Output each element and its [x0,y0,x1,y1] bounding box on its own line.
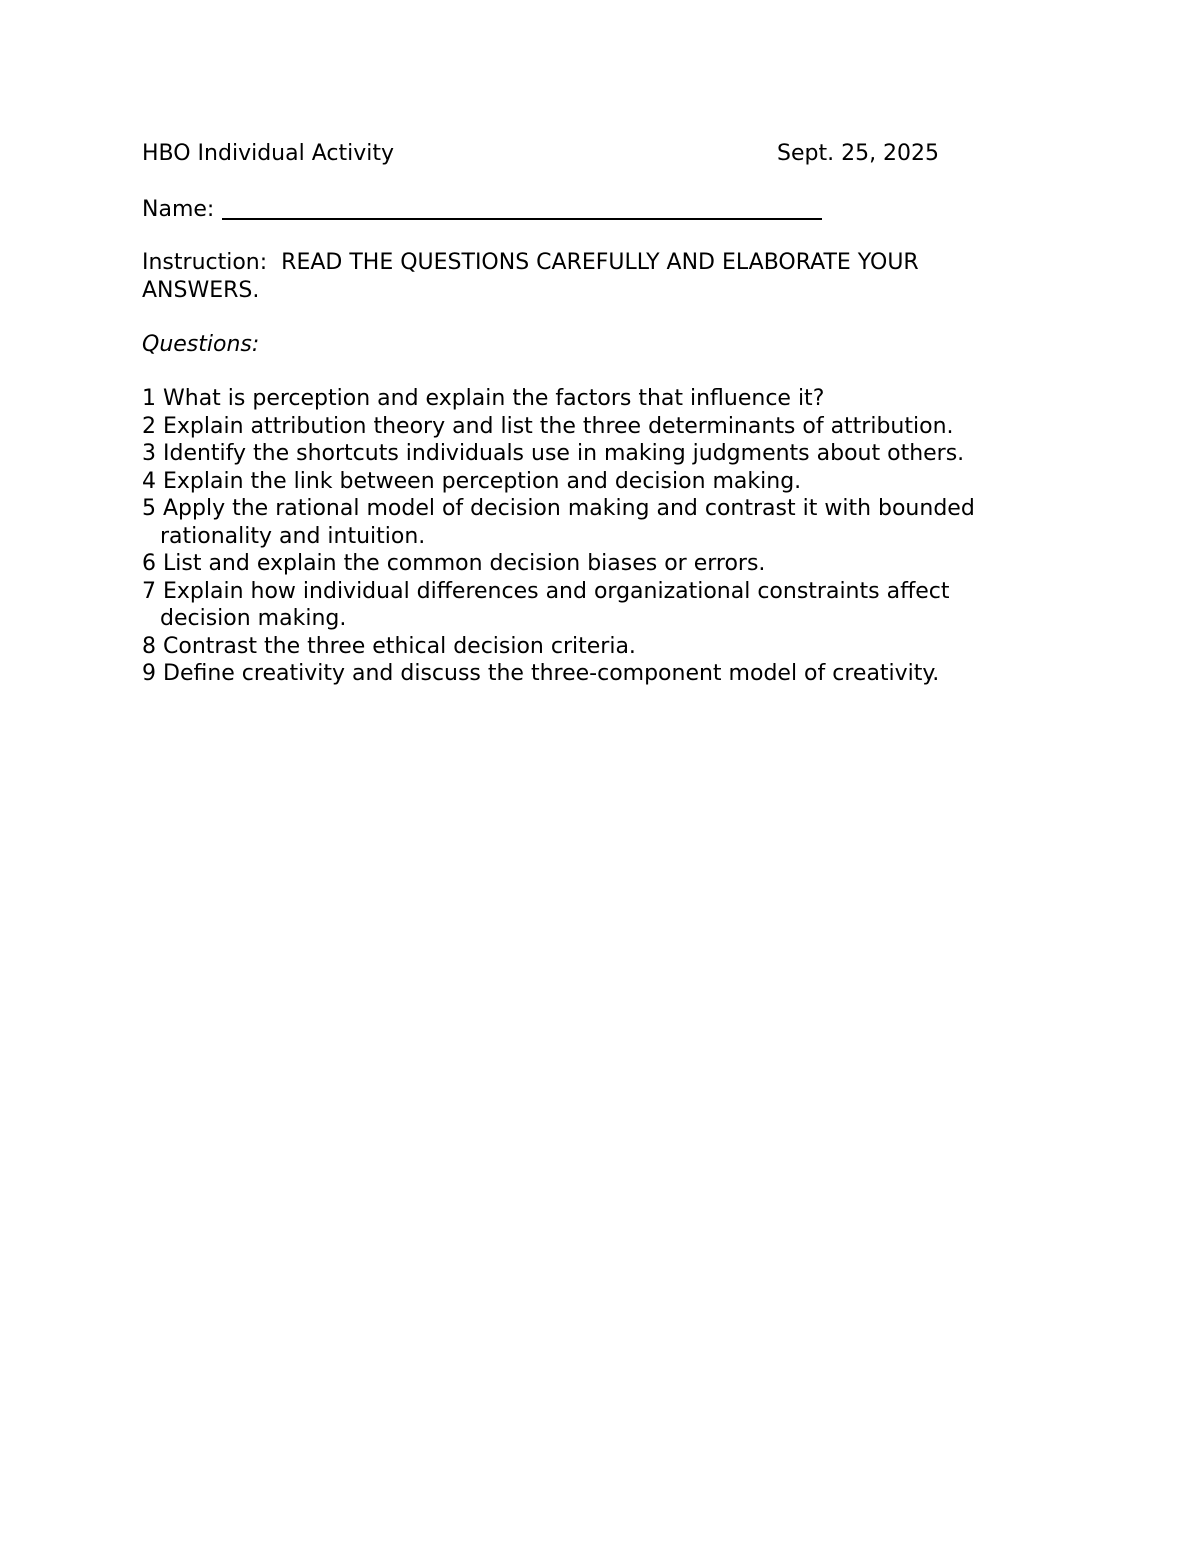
instruction-label: Instruction: [142,250,268,275]
question-item [142,660,1042,688]
instruction-text: READ THE QUESTIONS CAREFULLY AND ELABORATE YOUR ANSWERS. [142,250,919,303]
question-text: Explain the link between perception and decision making. [163,468,802,494]
question-number: 9 [142,661,156,686]
name-blank-line [222,196,822,220]
question-number: 5 [142,496,156,521]
name-row [142,194,1042,224]
question-item [142,385,1042,413]
question-text: List and explain the common decision biases or errors. [163,551,766,576]
question-item [142,633,1042,661]
document-title: HBO Individual Activity [142,141,394,166]
name-label: Name: [142,197,215,222]
question-text: Identify the shortcuts individuals use in making judgments about others. [163,441,965,466]
question-number: 1 [142,386,156,411]
document-date: Sept. 25, 2025 [777,141,940,166]
question-number: 8 [142,633,156,659]
question-number: 7 [142,578,156,604]
question-item [142,413,1042,441]
question-text: What is perception and explain the factors that influence it? [163,386,825,411]
question-number: 6 [142,551,156,576]
question-item [142,468,1042,496]
document-page [142,140,1042,688]
question-text: Explain how individual differences and organizational constraints affect decision making. [160,578,950,631]
question-number: 2 [142,413,156,439]
question-item [142,495,1042,550]
instruction [142,249,1002,305]
question-item [142,578,1042,633]
question-number: 4 [142,468,156,494]
question-text: Apply the rational model of decision making and contrast it with bounded rationality and intuition. [160,496,975,549]
questions-heading: Questions: [142,332,260,357]
document-header [142,140,1042,170]
question-number: 3 [142,441,156,466]
question-item [142,440,1042,468]
question-text: Define creativity and discuss the three-component model of creativity. [163,661,940,686]
question-text: Explain attribution theory and list the three determinants of attribution. [163,413,954,439]
question-list [142,385,1042,688]
question-text: Contrast the three ethical decision criteria. [163,633,636,659]
question-item [142,550,1042,578]
